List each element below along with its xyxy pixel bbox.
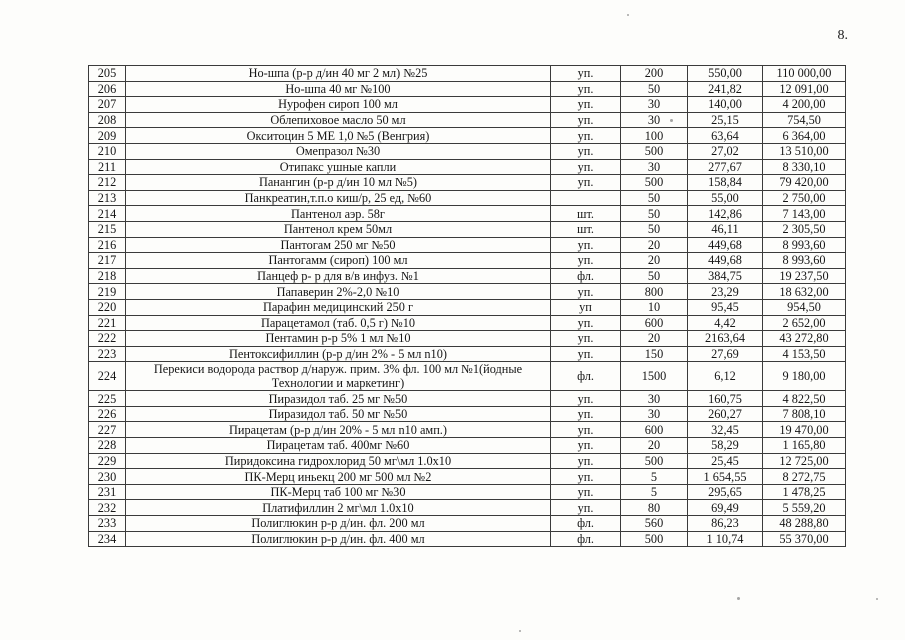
- total-cell: 12 725,00: [763, 453, 846, 469]
- row-number-cell: 207: [89, 97, 126, 113]
- unit-price-cell: 2163,64: [688, 331, 763, 347]
- drug-name-cell: Пиридоксина гидрохлорид 50 мг\мл 1.0х10: [126, 453, 551, 469]
- drug-name-cell: Облепиховое масло 50 мл: [126, 112, 551, 128]
- unit-price-cell: 295,65: [688, 484, 763, 500]
- quantity-cell: 30: [621, 97, 688, 113]
- total-cell: 1 165,80: [763, 438, 846, 454]
- total-cell: 55 370,00: [763, 531, 846, 547]
- row-number-cell: 213: [89, 190, 126, 206]
- drug-name-cell: Но-шпа (р-р д/ин 40 мг 2 мл) №25: [126, 66, 551, 82]
- scan-speck: [670, 119, 673, 122]
- drug-name-cell: Нурофен сироп 100 мл: [126, 97, 551, 113]
- unit-price-cell: 449,68: [688, 237, 763, 253]
- table-row: [89, 362, 846, 391]
- row-number-cell: 210: [89, 143, 126, 159]
- total-cell: 8 272,75: [763, 469, 846, 485]
- unit-cell: фл.: [551, 268, 621, 284]
- quantity-cell: 30: [621, 406, 688, 422]
- quantity-cell: 500: [621, 453, 688, 469]
- total-cell: 9 180,00: [763, 362, 846, 391]
- unit-price-cell: 69,49: [688, 500, 763, 516]
- unit-cell: уп.: [551, 469, 621, 485]
- table-row: [89, 221, 846, 237]
- row-number-cell: 232: [89, 500, 126, 516]
- scan-speck: [519, 630, 521, 632]
- row-number-cell: 228: [89, 438, 126, 454]
- quantity-cell: 80: [621, 500, 688, 516]
- drug-name-cell: Окситоцин 5 МЕ 1,0 №5 (Венгрия): [126, 128, 551, 144]
- row-number-cell: 206: [89, 81, 126, 97]
- drug-name-cell: Полиглюкин р-р д/ин. фл. 200 мл: [126, 516, 551, 532]
- unit-cell: уп.: [551, 500, 621, 516]
- quantity-cell: 600: [621, 422, 688, 438]
- row-number-cell: 224: [89, 362, 126, 391]
- drug-name-cell: Парафин медицинский 250 г: [126, 299, 551, 315]
- total-cell: 754,50: [763, 112, 846, 128]
- total-cell: 5 559,20: [763, 500, 846, 516]
- unit-cell: уп.: [551, 284, 621, 300]
- row-number-cell: 230: [89, 469, 126, 485]
- quantity-cell: 30: [621, 391, 688, 407]
- total-cell: 4 200,00: [763, 97, 846, 113]
- unit-cell: фл.: [551, 516, 621, 532]
- unit-cell: уп.: [551, 175, 621, 191]
- unit-price-cell: 6,12: [688, 362, 763, 391]
- unit-price-cell: 1 10,74: [688, 531, 763, 547]
- quantity-cell: 100: [621, 128, 688, 144]
- unit-cell: уп.: [551, 97, 621, 113]
- total-cell: 7 143,00: [763, 206, 846, 222]
- quantity-cell: 20: [621, 237, 688, 253]
- scan-speck: [627, 14, 629, 16]
- row-number-cell: 231: [89, 484, 126, 500]
- total-cell: 6 364,00: [763, 128, 846, 144]
- quantity-cell: 800: [621, 284, 688, 300]
- row-number-cell: 227: [89, 422, 126, 438]
- unit-price-cell: 46,11: [688, 221, 763, 237]
- unit-price-cell: 260,27: [688, 406, 763, 422]
- drug-name-cell: Панангин (р-р д/ин 10 мл №5): [126, 175, 551, 191]
- total-cell: 2 750,00: [763, 190, 846, 206]
- quantity-cell: 500: [621, 531, 688, 547]
- drug-name-cell: ПК-Мерц таб 100 мг №30: [126, 484, 551, 500]
- page-number: 8.: [837, 28, 848, 43]
- table-row: [89, 315, 846, 331]
- unit-price-cell: 95,45: [688, 299, 763, 315]
- drug-name-cell: Пирацетам (р-р д/ин 20% - 5 мл n10 амп.): [126, 422, 551, 438]
- unit-cell: уп.: [551, 66, 621, 82]
- table-row: [89, 484, 846, 500]
- row-number-cell: 222: [89, 331, 126, 347]
- total-cell: 954,50: [763, 299, 846, 315]
- total-cell: 19 237,50: [763, 268, 846, 284]
- unit-cell: уп.: [551, 346, 621, 362]
- unit-price-cell: 140,00: [688, 97, 763, 113]
- table-row: [89, 237, 846, 253]
- row-number-cell: 226: [89, 406, 126, 422]
- table-row: [89, 128, 846, 144]
- unit-price-cell: 241,82: [688, 81, 763, 97]
- unit-cell: уп.: [551, 237, 621, 253]
- total-cell: 13 510,00: [763, 143, 846, 159]
- unit-cell: уп.: [551, 422, 621, 438]
- row-number-cell: 212: [89, 175, 126, 191]
- unit-price-cell: 55,00: [688, 190, 763, 206]
- row-number-cell: 220: [89, 299, 126, 315]
- unit-cell: уп.: [551, 315, 621, 331]
- table-row: [89, 81, 846, 97]
- quantity-cell: 20: [621, 331, 688, 347]
- drug-name-cell: Пиразидол таб. 25 мг №50: [126, 391, 551, 407]
- table-row: [89, 391, 846, 407]
- unit-cell: уп.: [551, 391, 621, 407]
- quantity-cell: 50: [621, 206, 688, 222]
- unit-price-cell: 158,84: [688, 175, 763, 191]
- unit-cell: шт.: [551, 221, 621, 237]
- row-number-cell: 209: [89, 128, 126, 144]
- unit-price-cell: 27,02: [688, 143, 763, 159]
- unit-price-cell: 1 654,55: [688, 469, 763, 485]
- table-row: [89, 469, 846, 485]
- table-row: [89, 531, 846, 547]
- price-list-table: [88, 65, 846, 547]
- table-row: [89, 453, 846, 469]
- drug-name-cell: Полиглюкин р-р д/ин. фл. 400 мл: [126, 531, 551, 547]
- row-number-cell: 218: [89, 268, 126, 284]
- unit-price-cell: 25,15: [688, 112, 763, 128]
- drug-name-cell: Платифиллин 2 мг\мл 1.0х10: [126, 500, 551, 516]
- quantity-cell: 150: [621, 346, 688, 362]
- unit-price-cell: 160,75: [688, 391, 763, 407]
- table-row: [89, 253, 846, 269]
- unit-cell: шт.: [551, 206, 621, 222]
- drug-name-cell: Пентоксифиллин (р-р д/ин 2% - 5 мл n10): [126, 346, 551, 362]
- unit-cell: уп.: [551, 81, 621, 97]
- total-cell: 4 153,50: [763, 346, 846, 362]
- drug-name-cell: Пантенол крем 50мл: [126, 221, 551, 237]
- total-cell: 43 272,80: [763, 331, 846, 347]
- quantity-cell: 5: [621, 484, 688, 500]
- quantity-cell: 50: [621, 81, 688, 97]
- table-row: [89, 346, 846, 362]
- unit-price-cell: 142,86: [688, 206, 763, 222]
- total-cell: 7 808,10: [763, 406, 846, 422]
- unit-cell: уп.: [551, 159, 621, 175]
- total-cell: 19 470,00: [763, 422, 846, 438]
- table-row: [89, 422, 846, 438]
- unit-price-cell: 23,29: [688, 284, 763, 300]
- drug-name-cell: Папаверин 2%-2,0 №10: [126, 284, 551, 300]
- quantity-cell: 200: [621, 66, 688, 82]
- table-row: [89, 66, 846, 82]
- table-row: [89, 112, 846, 128]
- drug-name-cell: Пиразидол таб. 50 мг №50: [126, 406, 551, 422]
- quantity-cell: 50: [621, 190, 688, 206]
- drug-name-cell: Пантенол аэр. 58г: [126, 206, 551, 222]
- table-row: [89, 143, 846, 159]
- unit-price-cell: 32,45: [688, 422, 763, 438]
- table-row: [89, 175, 846, 191]
- drug-name-cell: Отипакс ушные капли: [126, 159, 551, 175]
- quantity-cell: 20: [621, 253, 688, 269]
- scan-speck: [876, 598, 878, 600]
- row-number-cell: 219: [89, 284, 126, 300]
- drug-name-cell: Но-шпа 40 мг №100: [126, 81, 551, 97]
- row-number-cell: 225: [89, 391, 126, 407]
- quantity-cell: 30: [621, 112, 688, 128]
- drug-name-cell: Омепразол №30: [126, 143, 551, 159]
- quantity-cell: 5: [621, 469, 688, 485]
- row-number-cell: 208: [89, 112, 126, 128]
- total-cell: 8 330,10: [763, 159, 846, 175]
- table-row: [89, 438, 846, 454]
- total-cell: 8 993,60: [763, 237, 846, 253]
- table-row: [89, 97, 846, 113]
- unit-price-cell: 277,67: [688, 159, 763, 175]
- total-cell: 48 288,80: [763, 516, 846, 532]
- unit-cell: уп.: [551, 253, 621, 269]
- drug-name-cell: Панкреатин,т.п.о киш/р, 25 ед, №60: [126, 190, 551, 206]
- unit-price-cell: 449,68: [688, 253, 763, 269]
- drug-name-cell: Пантогам 250 мг №50: [126, 237, 551, 253]
- total-cell: 110 000,00: [763, 66, 846, 82]
- price-table-body: [89, 66, 846, 547]
- unit-cell: фл.: [551, 531, 621, 547]
- unit-cell: уп.: [551, 128, 621, 144]
- total-cell: 2 652,00: [763, 315, 846, 331]
- table-row: [89, 268, 846, 284]
- total-cell: 2 305,50: [763, 221, 846, 237]
- unit-cell: уп.: [551, 143, 621, 159]
- quantity-cell: 560: [621, 516, 688, 532]
- quantity-cell: 500: [621, 143, 688, 159]
- drug-name-cell: Пирацетам таб. 400мг №60: [126, 438, 551, 454]
- drug-name-cell: Пентамин р-р 5% 1 мл №10: [126, 331, 551, 347]
- table-row: [89, 331, 846, 347]
- unit-price-cell: 384,75: [688, 268, 763, 284]
- scan-speck: [737, 597, 740, 600]
- quantity-cell: 30: [621, 159, 688, 175]
- table-row: [89, 190, 846, 206]
- row-number-cell: 217: [89, 253, 126, 269]
- unit-price-cell: 550,00: [688, 66, 763, 82]
- row-number-cell: 234: [89, 531, 126, 547]
- drug-name-cell: Парацетамол (таб. 0,5 г) №10: [126, 315, 551, 331]
- table-row: [89, 500, 846, 516]
- drug-name-cell: Перекиси водорода раствор д/наруж. прим. 3% фл. 100 мл №1(йодные Технологии и маркетинг): [126, 362, 551, 391]
- total-cell: 8 993,60: [763, 253, 846, 269]
- quantity-cell: 1500: [621, 362, 688, 391]
- table-row: [89, 159, 846, 175]
- unit-price-cell: 4,42: [688, 315, 763, 331]
- unit-cell: уп.: [551, 331, 621, 347]
- table-row: [89, 299, 846, 315]
- quantity-cell: 50: [621, 268, 688, 284]
- quantity-cell: 500: [621, 175, 688, 191]
- unit-cell: уп: [551, 299, 621, 315]
- row-number-cell: 211: [89, 159, 126, 175]
- row-number-cell: 215: [89, 221, 126, 237]
- row-number-cell: 205: [89, 66, 126, 82]
- unit-price-cell: 58,29: [688, 438, 763, 454]
- quantity-cell: 50: [621, 221, 688, 237]
- unit-cell: уп.: [551, 484, 621, 500]
- quantity-cell: 20: [621, 438, 688, 454]
- unit-price-cell: 63,64: [688, 128, 763, 144]
- unit-cell: уп.: [551, 453, 621, 469]
- row-number-cell: 229: [89, 453, 126, 469]
- table-row: [89, 284, 846, 300]
- table-row: [89, 516, 846, 532]
- row-number-cell: 221: [89, 315, 126, 331]
- table-row: [89, 406, 846, 422]
- table-row: [89, 206, 846, 222]
- quantity-cell: 600: [621, 315, 688, 331]
- unit-cell: [551, 190, 621, 206]
- unit-cell: уп.: [551, 406, 621, 422]
- row-number-cell: 223: [89, 346, 126, 362]
- row-number-cell: 233: [89, 516, 126, 532]
- row-number-cell: 214: [89, 206, 126, 222]
- unit-cell: уп.: [551, 438, 621, 454]
- unit-price-cell: 27,69: [688, 346, 763, 362]
- total-cell: 12 091,00: [763, 81, 846, 97]
- unit-cell: фл.: [551, 362, 621, 391]
- unit-cell: уп.: [551, 112, 621, 128]
- row-number-cell: 216: [89, 237, 126, 253]
- drug-name-cell: ПК-Мерц иньекц 200 мг 500 мл №2: [126, 469, 551, 485]
- total-cell: 18 632,00: [763, 284, 846, 300]
- total-cell: 4 822,50: [763, 391, 846, 407]
- drug-name-cell: Панцеф р- р для в/в инфуз. №1: [126, 268, 551, 284]
- total-cell: 1 478,25: [763, 484, 846, 500]
- total-cell: 79 420,00: [763, 175, 846, 191]
- unit-price-cell: 25,45: [688, 453, 763, 469]
- quantity-cell: 10: [621, 299, 688, 315]
- drug-name-cell: Пантогамм (сироп) 100 мл: [126, 253, 551, 269]
- unit-price-cell: 86,23: [688, 516, 763, 532]
